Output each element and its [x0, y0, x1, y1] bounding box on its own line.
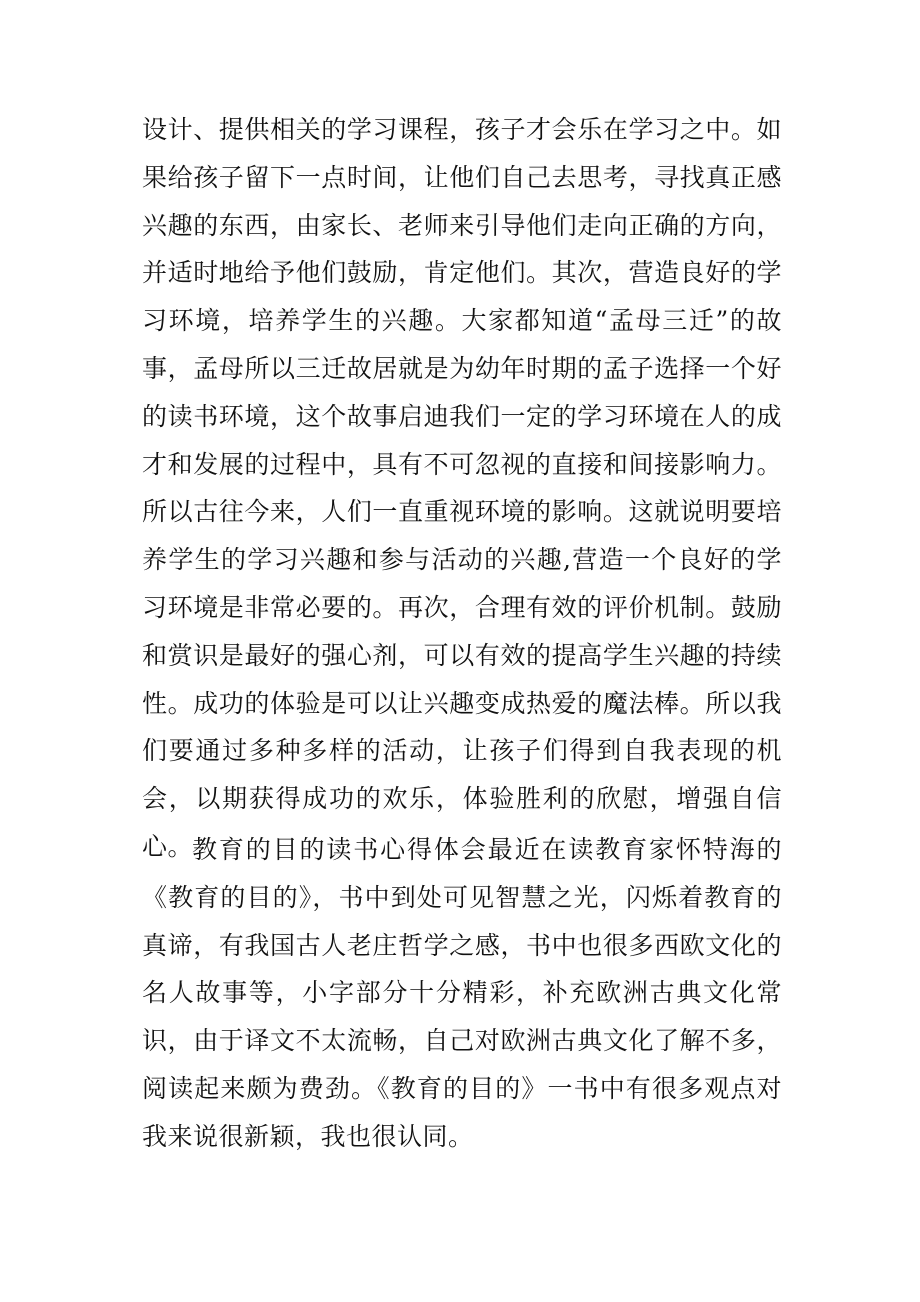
- body-paragraph-2: 教育的目的读书心得体会最近在读教育家怀特海的《教育的目的》，书中到处可见智慧之光，闪烁着教育的真谛，有我国古人老庄哲学之感，书中也很多西欧文化的名人故事等，小字部分十分精彩，补充欧洲古典文化常识，由于译文不太流畅，自己对欧洲古典文化了解不多，阅读起来颇为费劲。《教育的目的》一书中有很多观点对我来说很新颖，我也很认同。: [142, 835, 782, 1151]
- body-paragraph-1: 设计、提供相关的学习课程，孩子才会乐在学习之中。如果给孩子留下一点时间，让他们自己去思考，寻找真正感兴趣的东西，由家长、老师来引导他们走向正确的方向，并适时地给予他们鼓励，肯定他们。其次，营造良好的学习环境，培养学生的兴趣。大家都知道“孟母三迁”的故事，孟母所以三迁故居就是为幼年时期的孟子选择一个好的读书环境，这个故事启迪我们一定的学习环境在人的成才和发展的过程中，具有不可忽视的直接和间接影响力。所以古往今来，人们一直重视环境的影响。这就说明要培养学生的学习兴趣和参与活动的兴趣,营造一个良好的学习环境是非常必要的。再次，合理有效的评价机制。鼓励和赏识是最好的强心剂，可以有效的提高学生兴趣的持续性。成功的体验是可以让兴趣变成热爱的魔法棒。所以我们要通过多种多样的活动，让孩子们得到自我表现的机会，以期获得成功的欢乐，体验胜利的欣慰，增强自信心。: [142, 115, 782, 861]
